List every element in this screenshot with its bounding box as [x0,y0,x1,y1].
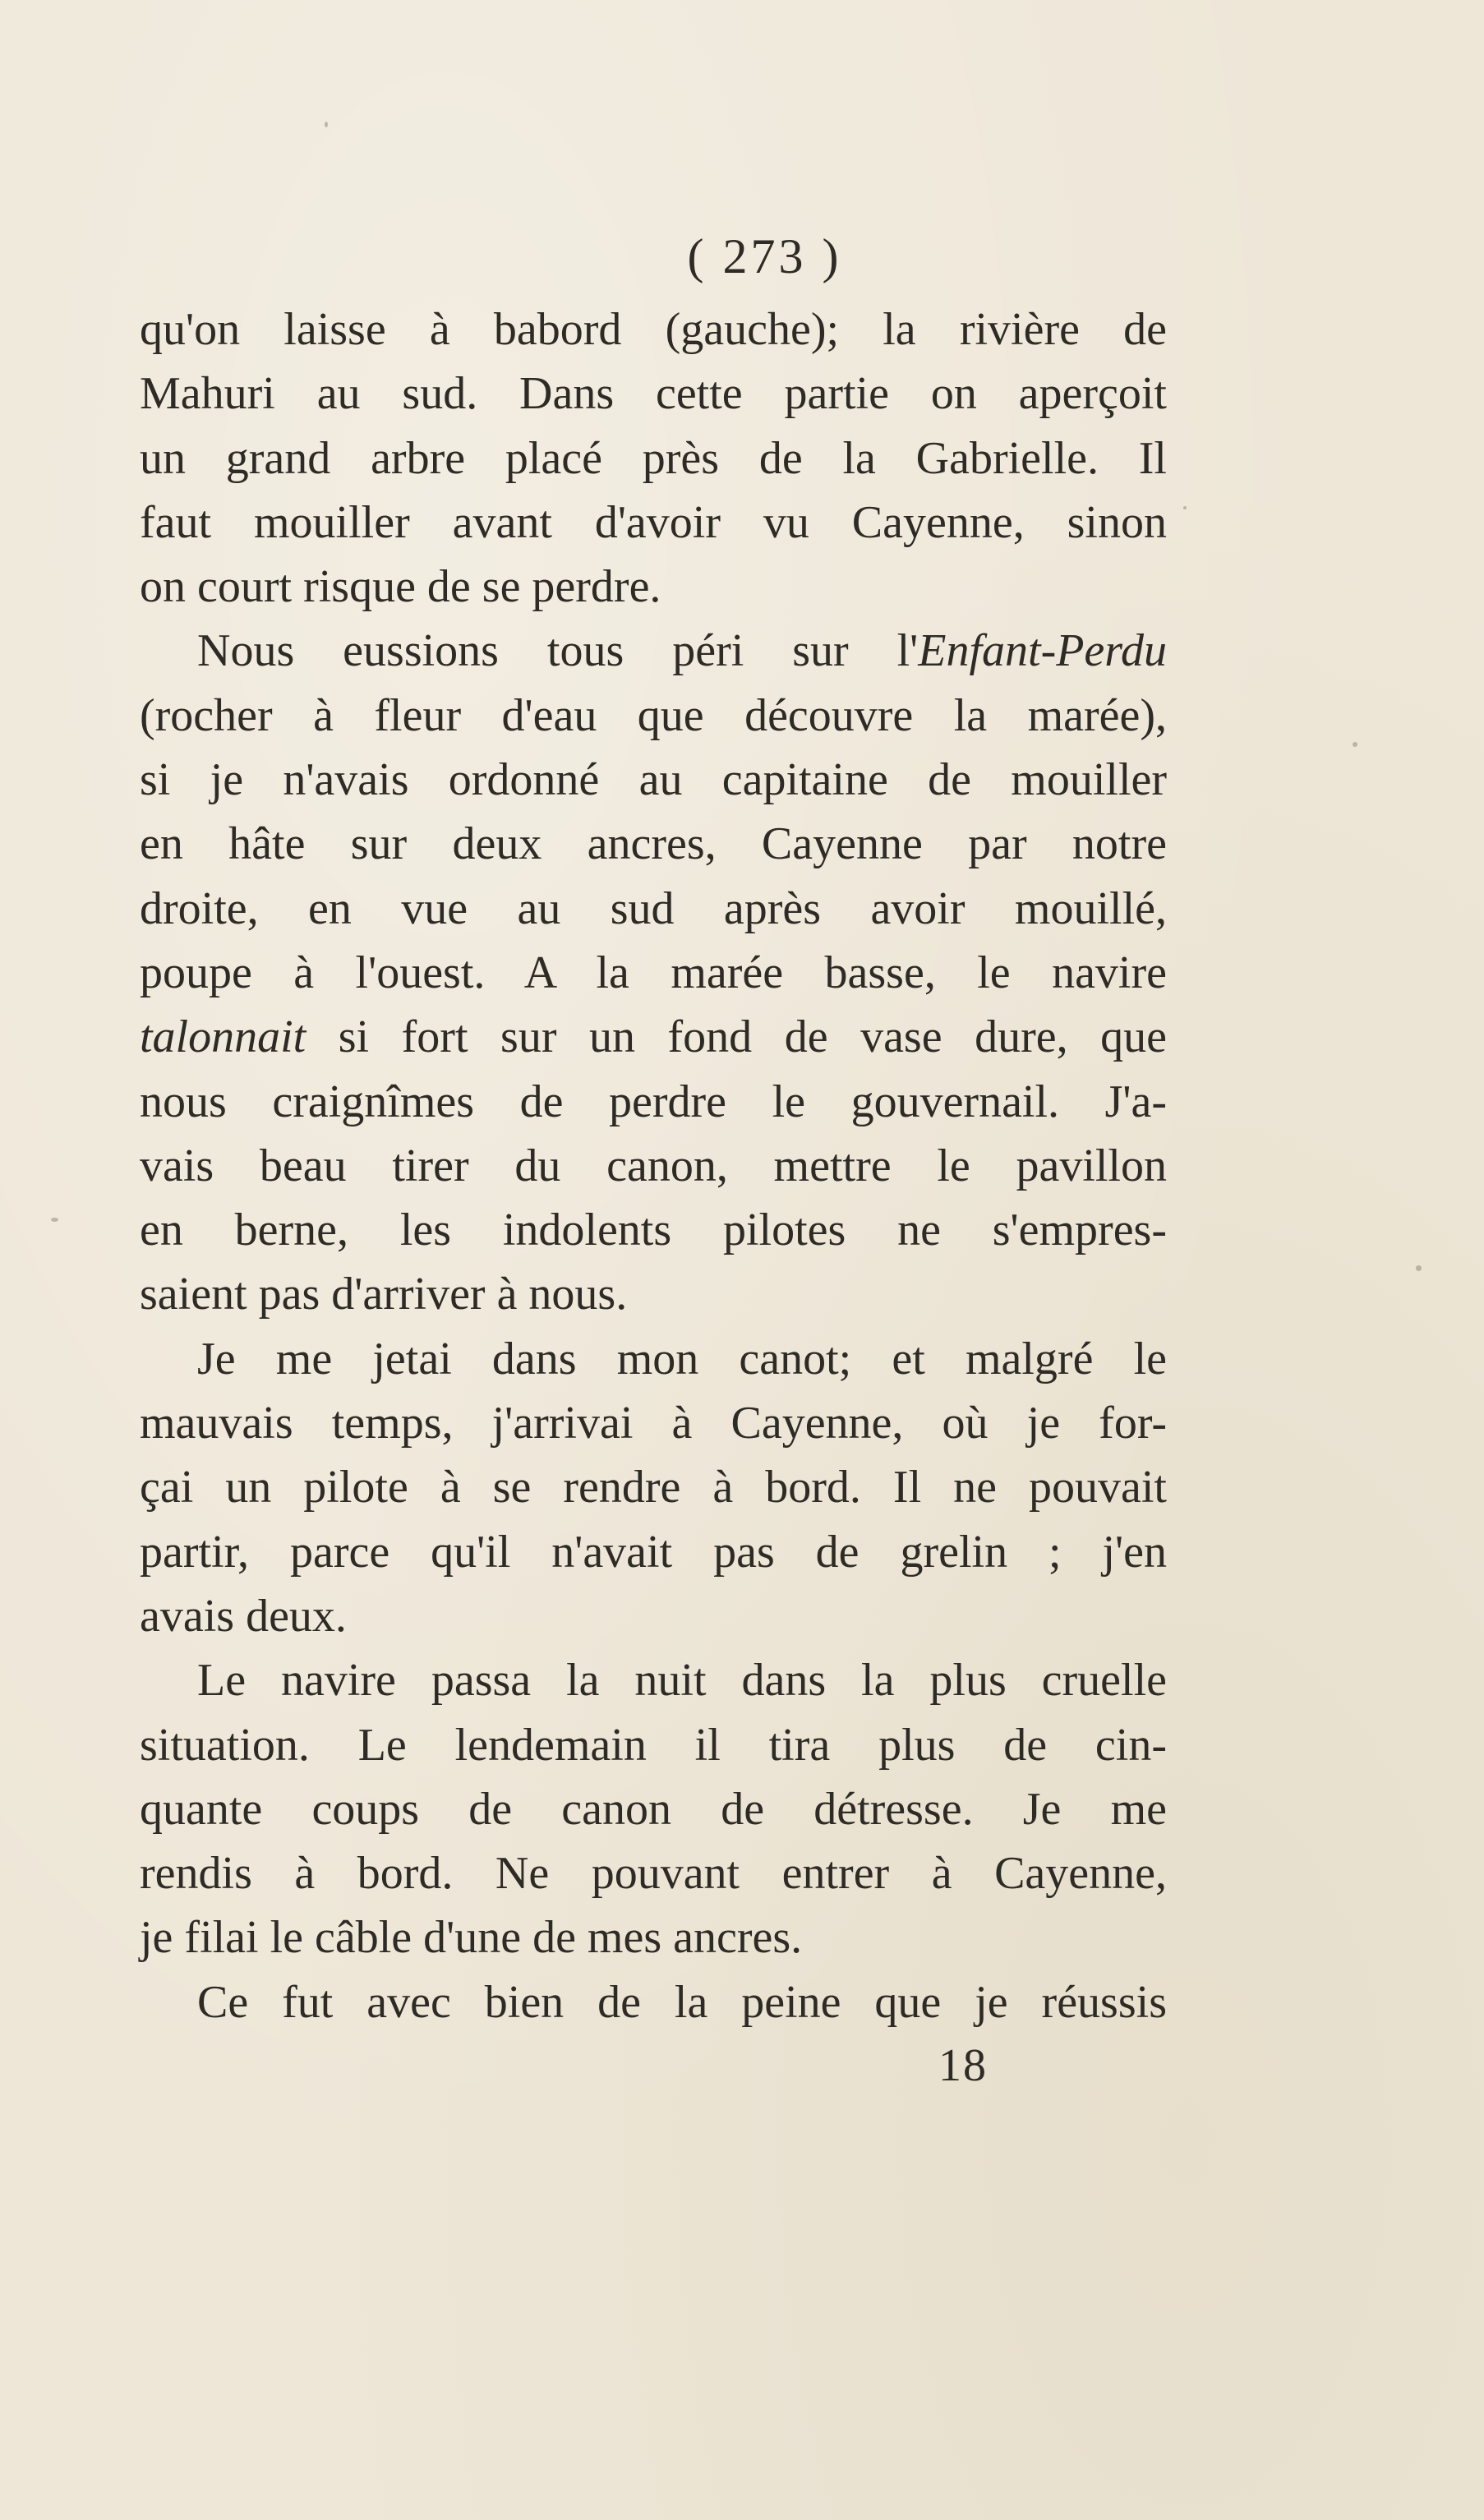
text-line: situation. Le lendemain il tira plus de cin- [140,1719,1167,1771]
italic-place-name: Enfant-Perdu [918,625,1167,677]
text-line: çai un pilote à se rendre à bord. Il ne pouvait [140,1462,1167,1513]
text-line: nous craignîmes de perdre le gouvernail. J'a- [140,1076,1167,1127]
text-line: Je me jetai dans mon canot; et malgré le [197,1333,1167,1384]
paper-speck [1183,506,1187,509]
text-line: faut mouiller avant d'avoir vu Cayenne, sinon [140,496,1167,548]
text-line: qu'on laisse à babord (gauche); la rivière de [140,304,1167,355]
text-line [140,1005,1167,1069]
text-line: si je n'avais ordonné au capitaine de mouiller [140,754,1167,806]
italic-word: talonnait [140,1011,306,1063]
text-line [140,619,1167,683]
text-line: en berne, les indolents pilotes ne s'empres- [140,1205,1167,1256]
text-line: poupe à l'ouest. A la marée basse, le navire [140,947,1167,998]
text-line: (rocher à fleur d'eau que découvre la marée), [140,689,1167,741]
text-line: vais beau tirer du canon, mettre le pavillon [140,1140,1167,1191]
body-text [140,297,1167,2034]
paper-speck [1416,1265,1422,1271]
text-line: partir, parce qu'il n'avait pas de grelin ; j'en [140,1526,1167,1578]
text-line: Mahuri au sud. Dans cette partie on aperçoit [140,368,1167,420]
text-line: droite, en vue au sud après avoir mouillé, [140,882,1167,934]
page-number: ( 273 ) [687,229,842,283]
text-line: un grand arbre placé près de la Gabrielle. Il [140,432,1167,484]
text-line: rendis à bord. Ne pouvant entrer à Cayenne, [140,1848,1167,1900]
text-line: en hâte sur deux ancres, Cayenne par notre [140,818,1167,870]
paper-speck [325,122,328,127]
text-line: saient pas d'arriver à nous. [140,1269,628,1320]
text-line: je filai le câble d'une de mes ancres. [140,1912,803,1964]
text-line: mauvais temps, j'arrivai à Cayenne, où je for- [140,1398,1167,1449]
text-line: avais deux. [140,1590,347,1642]
paper-speck [51,1218,58,1222]
text-line: quante coups de canon de détresse. Je me [140,1783,1167,1835]
text-line: Ce fut avec bien de la peine que je réussis [197,1976,1167,2028]
text-line: on court risque de se perdre. [140,561,661,613]
text-line: Le navire passa la nuit dans la plus cruelle [197,1655,1167,1707]
text-fragment: si fort sur un fond de vase dure, que [306,1011,1167,1063]
signature-mark: 18 [938,2040,988,2091]
paper-speck [1353,742,1357,747]
text-fragment: Nous eussions tous péri sur l' [197,625,919,677]
